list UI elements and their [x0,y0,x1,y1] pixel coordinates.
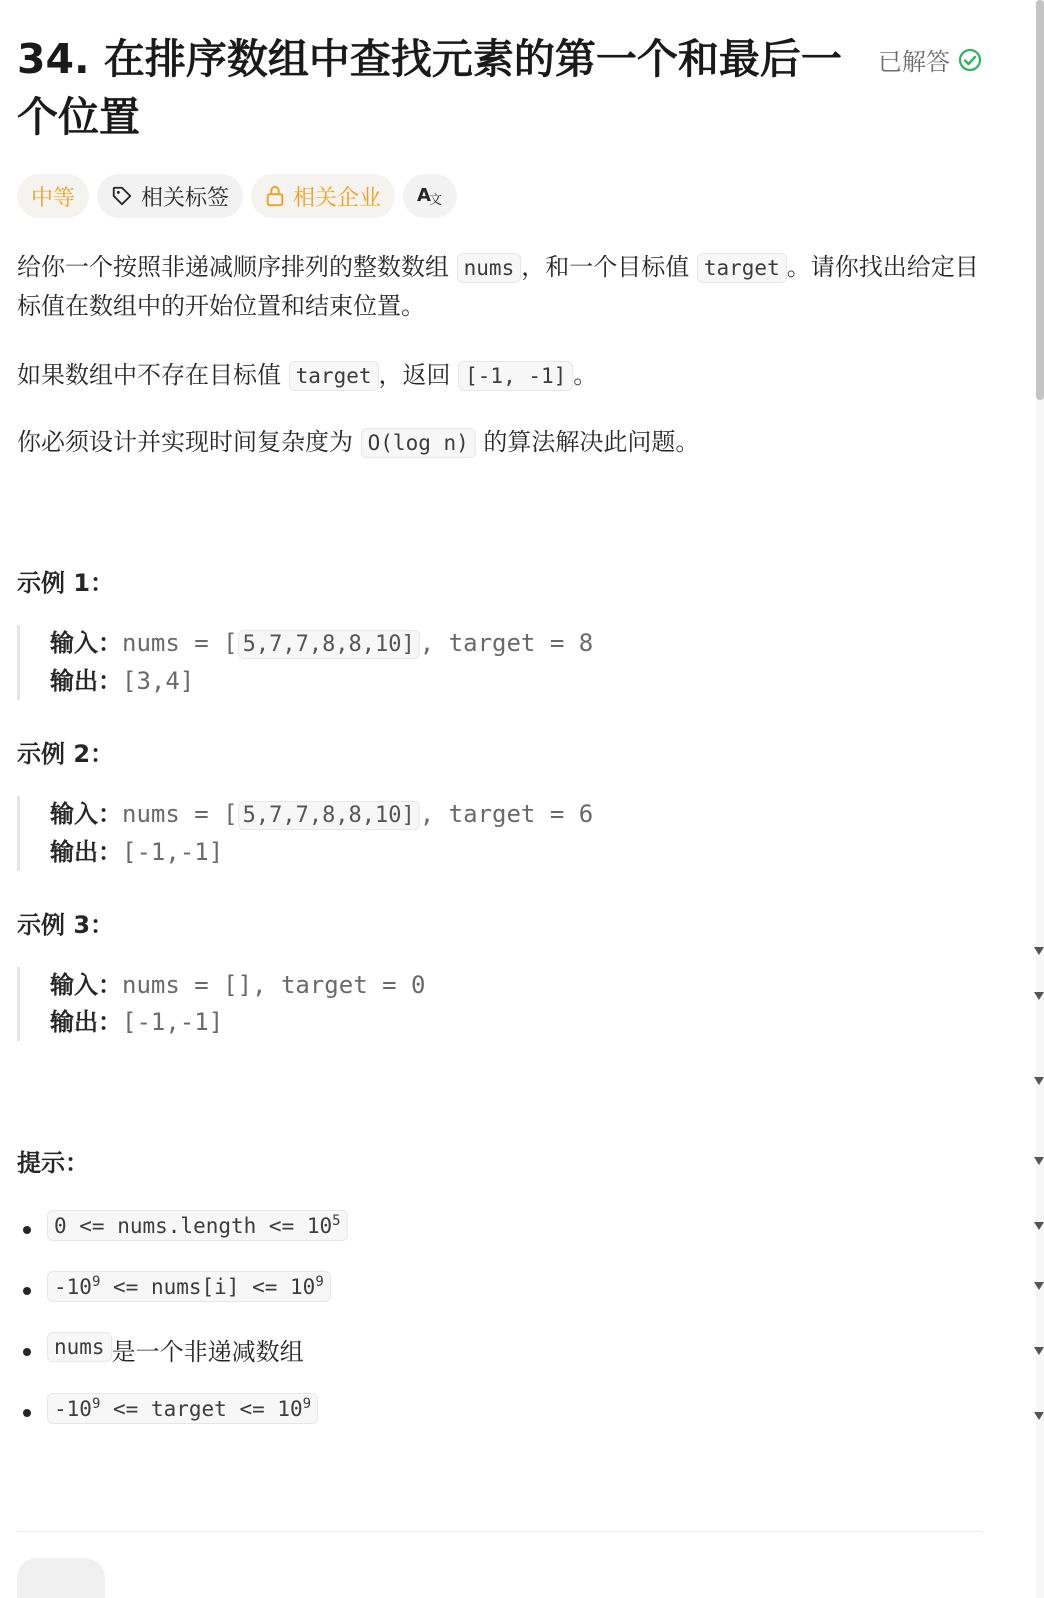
related-companies-button[interactable] [251,174,395,218]
difficulty-label: 中等 [31,185,76,211]
related-tags-button[interactable] [97,174,243,218]
example-1-input: 输入：nums = [ 5,7,7,8,8,10] , target = 8 [50,629,594,657]
example-1-title: 示例 1： [17,569,115,597]
example-3-output: 输出：[-1,-1] [50,1008,224,1036]
svg-text:文: 文 [429,193,443,208]
divider [17,1531,982,1532]
list-item: $-10^9$ <= target <= $10^9$ [17,1393,348,1454]
chevron-down-icon[interactable] [1034,990,1044,1002]
svg-text:A: A [417,185,431,206]
code-complexity: O(log n) [361,428,476,458]
example-3-input: 输入：nums = [], target = 0 [50,971,426,999]
chevron-down-icon[interactable] [1034,1410,1044,1422]
description-paragraph-1: 给你一个按照非递减顺序排列的整数数组 nums ，和一个目标值 target 。请你找出给定目标值在数组中的开始位置和结束位置。 [17,253,979,320]
translate-button[interactable] [403,174,457,218]
solved-status [878,42,982,77]
scrollbar-thumb[interactable] [1036,0,1044,400]
example-3-block [17,967,425,1041]
code-return-value: [-1, -1] [458,361,573,391]
problem-title: 34. 在排序数组中查找元素的第一个和最后一个位置 [17,35,842,141]
example-2-title: 示例 2： [17,740,115,768]
list-item: $-10^9$ <= nums[i] <= $10^9$ [17,1271,348,1332]
example-1-block [17,625,593,700]
description-paragraph-3: 你必须设计并实现时间复杂度为 O(log n) 的算法解决此问题。 [17,428,700,456]
hints-list [17,1210,348,1454]
chevron-down-icon[interactable] [1034,1075,1044,1087]
example-2-block [17,796,593,871]
code-nums: nums [457,253,522,283]
code-target: target [697,253,787,283]
list-item: nums 是一个非递减数组 [17,1332,348,1393]
description-paragraph-2: 如果数组中不存在目标值 target ，返回 [-1, -1] 。 [17,361,598,389]
chevron-down-icon[interactable] [1034,1155,1044,1167]
translate-icon [417,184,443,208]
example-2-output: 输出：[-1,-1] [50,838,224,866]
related-companies-label: 相关企业 [293,185,382,211]
check-circle-icon [958,48,982,72]
solved-label: 已解答 [878,48,950,76]
related-tags-label: 相关标签 [141,185,230,211]
tag-bar [17,174,457,218]
chevron-down-icon[interactable] [1034,1220,1044,1232]
code-target: target [289,361,379,391]
hints-title: 提示： [17,1149,89,1177]
list-item: 0 <= nums.length <= $10^5$ [17,1210,348,1271]
chevron-down-icon[interactable] [1034,1345,1044,1357]
example-2-input: 输入：nums = [ 5,7,7,8,8,10] , target = 6 [50,800,594,828]
difficulty-badge[interactable] [17,174,89,218]
lock-icon [265,185,285,207]
bottom-button[interactable] [17,1558,105,1598]
example-1-output: 输出：[3,4] [50,667,195,695]
chevron-down-icon[interactable] [1034,1280,1044,1292]
tag-icon [111,185,133,207]
chevron-down-icon[interactable] [1034,945,1044,957]
example-3-title: 示例 3： [17,911,115,939]
